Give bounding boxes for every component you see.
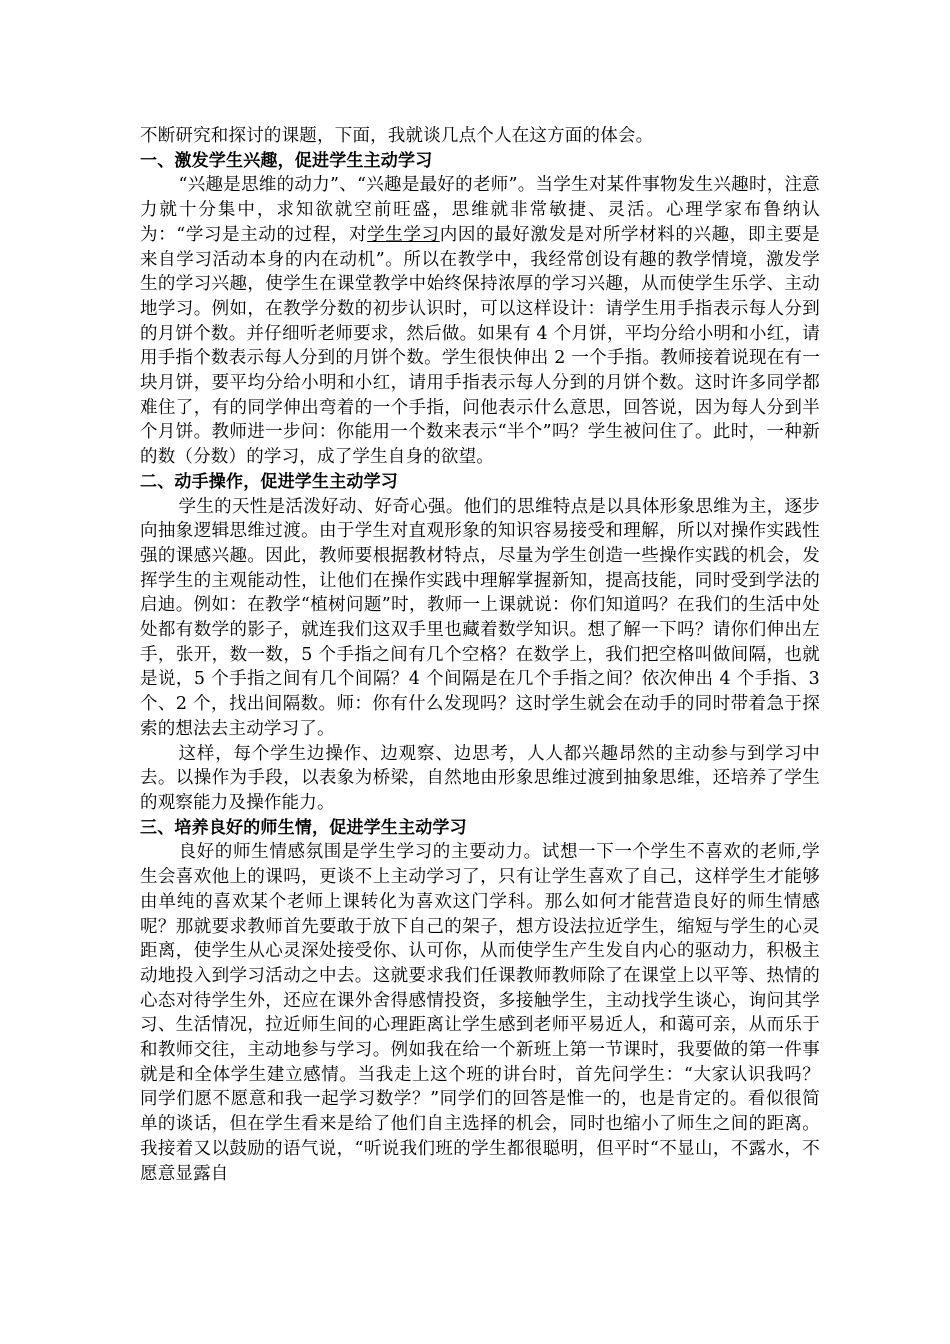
section1-text-before-link: “兴趣是思维的动力”、“兴趣是最好的老师”。当学生对某件事物发生兴趣时，注意力就十分集中，求知欲就空前旺盛，思维就非常敏捷、灵活。心理学家布鲁纳认为：“学习是主动的过程，对 [140, 175, 820, 245]
section2-paragraph-2: 这样，每个学生边操作、边观察、边思考，人人都兴趣昂然的主动参与到学习中去。以操作为手段，以表象为桥梁，自然地由形象思维过渡到抽象思维，还培养了学生的观察能力及操作能力。 [140, 743, 820, 813]
document-page [140, 124, 820, 1186]
intro-paragraph-tail: 不断研究和探讨的课题，下面，我就谈几点个人在这方面的体会。 [140, 126, 654, 146]
section2-heading: 二、动手操作，促进学生主动学习 [140, 471, 398, 492]
section3-heading: 三、培养良好的师生情，促进学生主动学习 [140, 817, 467, 838]
section2-paragraph-1: 学生的天性是活泼好动、好奇心强。他们的思维特点是以具体形象思维为主，逐步向抽象逻辑思维过渡。由于学生对直观形象的知识容易接受和理解，所以对操作实践性强的课感兴趣。因此，教师要根据教材特点，尽量为学生创造一些操作实践的机会，发挥学生的主观能动性，让他们在操作实践中理解掌握新知，提高技能，同时受到学法的启迪。例如：在教学“植树问题”时，教师一上课就说：你们知道吗？在我们的生活中处处都有数学的影子，就连我们这双手里也藏着数学知识。想了解一下吗？请你们伸出左手，张开，数一数，5 个手指之间有几个空格？在数学上，我们把空格叫做间隔，也就是说，5 个手指之间有几个间隔？4 个间隔是在几个手指之间？依次伸出 4 个手指、3 个、2 个，找出间隔数。师：你有什么发现吗？这时学生就会在动手的同时带着急于探索的想法去主动学习了。 [140, 496, 820, 739]
section1-paragraph [140, 173, 820, 469]
section3-paragraph: 良好的师生情感氛围是学生学习的主要动力。试想一下一个学生不喜欢的老师,学生会喜欢他上的课吗，更谈不上主动学习了，只有让学生喜欢了自己，这样学生才能够由单纯的喜欢某个老师上课转化为喜欢这门学科。那么如何才能营造良好的师生情感呢？那就要求教师首先要敢于放下自己的架子，想方设法拉近学生，缩短与学生的心灵距离，使学生从心灵深处接受你、认可你，从而使学生产生发自内心的驱动力，积极主动地投入到学习活动之中去。这就要求我们任课教师教师除了在课堂上以平等、热情的心态对待学生外，还应在课外舍得感情投资，多接触学生，主动找学生谈心，询问其学习、生活情况，拉近师生间的心理距离让学生感到老师平易近人，和蔼可亲，从而乐于和教师交往，主动地参与学习。例如我在给一个新班上第一节课时，我要做的第一件事就是和全体学生建立感情。当我走上这个班的讲台时，首先问学生：“大家认识我吗？同学们愿不愿意和我一起学习数学？”同学们的回答是惟一的，也是肯定的。看似很简单的谈话，但在学生看来是给了他们自主选择的机会，同时也缩小了师生之间的距离。我接着又以鼓励的语气说，“听说我们班的学生都很聪明，但平时“不显山，不露水，不愿意显露自 [140, 842, 820, 1184]
section1-text-after-link: 内因的最好激发是对所学材料的兴趣，即主要是来自学习活动本身的内在动机”。所以在教学中，我经常创设有趣的教学情境，激发学生的学习兴趣，使学生在课堂教学中始终保持浓厚的学习兴趣，从而使学生乐学、主动地学习。例如，在教学分数的初步认识时，可以这样设计：请学生用手指表示每人分到的月饼个数。并仔细听老师要求，然后做。如果有 4 个月饼，平均分给小明和小红，请用手指个数表示每人分到的月饼个数。学生很快伸出 2 一个手指。教师接着说现在有一块月饼，要平均分给小明和小红，请用手指表示每人分到的月饼个数。这时许多同学都难住了，有的同学伸出弯着的一个手指，问他表示什么意思，回答说，因为每人分到半个月饼。教师进一步问：你能用一个数来表示“半个”吗？学生被问住了。此时，一种新的数（分数）的学习，成了学生自身的欲望。 [140, 224, 821, 468]
section1-heading: 一、激发学生兴趣，促进学生主动学习 [140, 150, 433, 171]
student-learning-link[interactable]: 学生学习 [367, 224, 440, 245]
